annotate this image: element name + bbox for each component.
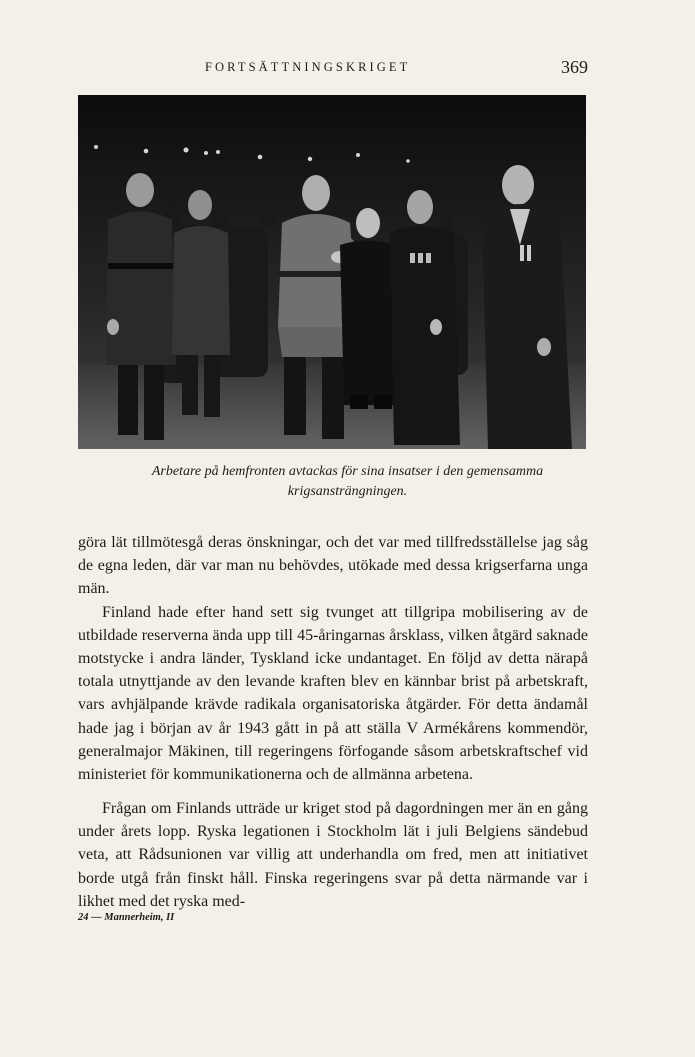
photograph-illustration xyxy=(78,95,586,449)
page-number: 369 xyxy=(561,57,588,77)
figure-caption: Arbetare på hemfronten avtackas för sina insatser i den gemensamma krigsansträngningen. xyxy=(151,464,544,499)
signature-mark: 24 — Mannerheim, II xyxy=(78,912,175,923)
body-text-bottom xyxy=(78,797,588,913)
paragraph: Frågan om Finlands utträde ur kriget stod på dagordningen mer än en gång under årets lopp. Ryska legationen i Stockholm lät i juli Belgiens sändebud veta, att Rådsunionen var villig att underhandla om fred, men att initiativet borde utgå från finskt håll. Finska regeringens svar på detta närmande var i likhet med det ryska med- xyxy=(78,800,588,910)
running-head xyxy=(0,57,695,82)
photograph xyxy=(78,95,586,449)
running-title: FORTSÄTTNINGSKRIGET xyxy=(205,60,411,74)
body-text-top xyxy=(78,531,588,786)
paragraph: Finland hade efter hand sett sig tvunget att tillgripa mobilisering av de utbildade reserverna ända upp till 45-åringarnas årsklass, vilken åtgärd saknade motstycke i andra länder, Tyskland icke undantaget. En följd av detta närapå totala utnyttjande av den levande kraften blev en kännbar brist på arbetskraft, vars avhjälpande krävde radikala organisatoriska åtgärder. För detta ändamål hade jag i början av år 1943 gått in på att ställa V Armékårens kommendör, generalmajor Mäkinen, till regeringens förfogande såsom arbetskraftschef vid ministeriet för kommunikationerna och de allmänna arbetena. xyxy=(78,603,588,784)
paragraph: göra lät tillmötesgå deras önskningar, och det var med tillfredsställelse jag såg de egna leden, där var man nu behövdes, utökade med dessa krigserfarna unga män. xyxy=(78,534,588,598)
